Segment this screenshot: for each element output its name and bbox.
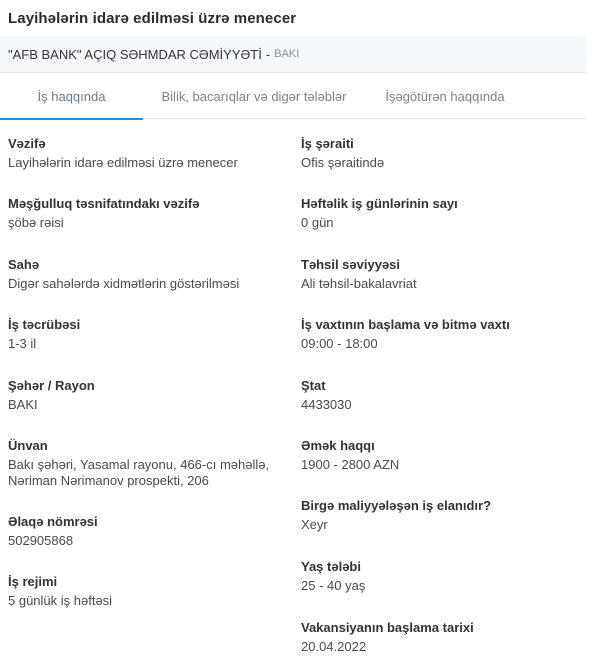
field-label: Əmək haqqı xyxy=(301,438,375,453)
field-label: Vakansiyanın başlama tarixi xyxy=(301,620,474,635)
field-value: 09:00 - 18:00 xyxy=(301,336,378,351)
field-label: Ştat xyxy=(301,378,326,393)
company-name[interactable]: "AFB BANK" AÇIQ SƏHMDAR CƏMİYYƏTİ xyxy=(8,46,262,62)
field-address xyxy=(8,438,293,489)
field-weekly-workdays xyxy=(301,196,586,231)
field-education-level xyxy=(301,257,586,292)
field-age-requirement xyxy=(301,559,586,594)
tab-about-employer[interactable]: İşəgötürən haqqında xyxy=(385,89,505,104)
field-vacancy-start-date xyxy=(301,620,586,655)
field-value: şöbə rəisi xyxy=(8,215,64,230)
field-label: Həftəlik iş günlərinin sayı xyxy=(301,196,458,211)
field-value: Ali təhsil-bakalavriat xyxy=(301,276,417,291)
field-value: 20.04.2022 xyxy=(301,639,367,654)
field-value: Ofis şəraitində xyxy=(301,155,385,170)
field-value: Bakı şəhəri, Yasamal rayonu, 466-cı məhəllə, Nəriman Nərimanov prospekti, 206 xyxy=(8,457,270,488)
company-bar xyxy=(0,36,586,73)
field-value: 1-3 il xyxy=(8,336,37,351)
field-value: 4433030 xyxy=(301,397,352,412)
field-staff-code xyxy=(301,378,586,413)
field-value: 0 gün xyxy=(301,215,334,230)
field-label: İş təcrübəsi xyxy=(8,317,81,332)
field-position xyxy=(8,136,293,171)
field-label: Məşğulluq təsnifatındakı vəzifə xyxy=(8,196,200,211)
field-label: Təhsil səviyyəsi xyxy=(301,257,401,272)
field-value: 5 günlük iş həftəsi xyxy=(8,593,113,608)
field-value: 502905868 xyxy=(8,533,74,548)
field-label: Şəhər / Rayon xyxy=(8,378,95,393)
field-label: Ünvan xyxy=(8,438,48,453)
tab-about-job[interactable]: İş haqqında xyxy=(0,74,143,119)
field-value: Xeyr xyxy=(301,517,328,532)
field-salary xyxy=(301,438,586,473)
field-experience xyxy=(8,317,293,352)
page-title: Layihələrin idarə edilməsi üzrə menecer xyxy=(8,10,297,27)
field-value: Layihələrin idarə edilməsi üzrə menecer xyxy=(8,155,238,170)
right-edge xyxy=(586,0,596,671)
field-value: 25 - 40 yaş xyxy=(301,578,366,593)
field-value: BAKI xyxy=(8,397,38,412)
field-classification-position xyxy=(8,196,293,231)
field-value: 1900 - 2800 AZN xyxy=(301,457,400,472)
field-label: İş şəraiti xyxy=(301,136,354,151)
field-co-financed xyxy=(301,498,586,533)
field-label: Əlaqə nömrəsi xyxy=(8,514,98,529)
field-label: Sahə xyxy=(8,257,40,272)
field-label: Vəzifə xyxy=(8,136,46,151)
field-contact-number xyxy=(8,514,293,549)
field-value: Digər sahələrdə xidmətlərin göstərilməsi xyxy=(8,276,240,291)
tab-skills-requirements[interactable]: Bilik, bacarıqlar və digər tələblər xyxy=(161,89,347,104)
field-work-conditions xyxy=(301,136,586,171)
field-label: İş rejimi xyxy=(8,574,58,589)
field-work-mode xyxy=(8,574,293,609)
tab-bar xyxy=(0,74,586,119)
field-working-hours xyxy=(301,317,586,352)
field-label: Birgə maliyyələşən iş elanıdır? xyxy=(301,498,492,513)
company-separator: - xyxy=(265,46,271,62)
field-city xyxy=(8,378,293,413)
field-label: Yaş tələbi xyxy=(301,559,361,574)
company-city: BAKI xyxy=(274,48,300,60)
field-label: İş vaxtının başlama və bitmə vaxtı xyxy=(301,317,510,332)
field-sector xyxy=(8,257,293,292)
